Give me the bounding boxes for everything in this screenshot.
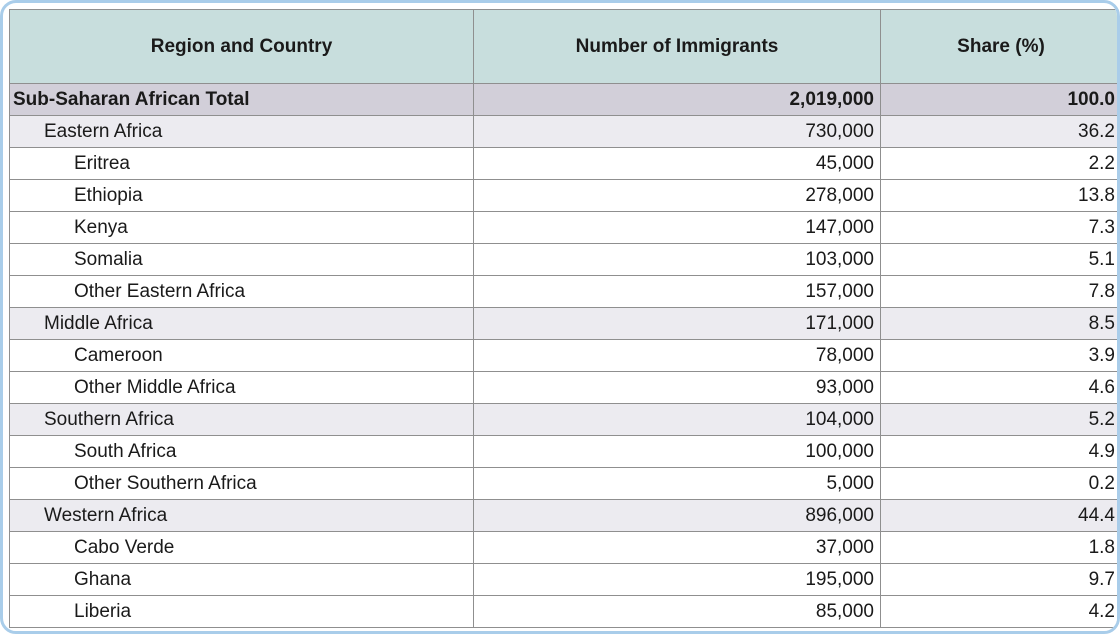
region-country-cell: Liberia [10,596,474,628]
share-cell: 36.2 [881,116,1120,148]
region-row [10,116,1120,148]
region-country-cell: Cameroon [10,340,474,372]
region-row [10,404,1120,436]
region-country-cell: Kenya [10,212,474,244]
share-cell: 0.2 [881,468,1120,500]
region-country-cell: Middle Africa [10,308,474,340]
region-country-cell: Sub-Saharan African Total [10,84,474,116]
share-cell: 4.6 [881,372,1120,404]
immigrants-cell: 157,000 [474,276,881,308]
immigrants-cell: 278,000 [474,180,881,212]
country-row [10,276,1120,308]
country-row [10,148,1120,180]
region-row [10,308,1120,340]
immigrants-cell: 171,000 [474,308,881,340]
share-cell: 13.8 [881,180,1120,212]
region-country-cell: Southern Africa [10,404,474,436]
share-cell: 7.8 [881,276,1120,308]
region-country-cell: Eritrea [10,148,474,180]
share-cell: 2.2 [881,148,1120,180]
region-country-cell: Other Eastern Africa [10,276,474,308]
share-cell: 5.1 [881,244,1120,276]
country-row [10,340,1120,372]
immigrants-table [9,9,1120,628]
share-cell: 9.7 [881,564,1120,596]
immigrants-cell: 85,000 [474,596,881,628]
header-row [10,10,1120,84]
immigrants-cell: 147,000 [474,212,881,244]
country-row [10,468,1120,500]
immigrants-cell: 100,000 [474,436,881,468]
country-row [10,596,1120,628]
country-row [10,180,1120,212]
header-region-country: Region and Country [10,10,474,84]
region-row [10,500,1120,532]
region-country-cell: Somalia [10,244,474,276]
region-country-cell: Ghana [10,564,474,596]
immigrants-cell: 730,000 [474,116,881,148]
country-row [10,532,1120,564]
country-row [10,564,1120,596]
immigrants-cell: 896,000 [474,500,881,532]
region-country-cell: South Africa [10,436,474,468]
header-share: Share (%) [881,10,1120,84]
region-country-cell: Other Southern Africa [10,468,474,500]
immigrants-cell: 195,000 [474,564,881,596]
share-cell: 100.0 [881,84,1120,116]
share-cell: 3.9 [881,340,1120,372]
country-row [10,244,1120,276]
region-country-cell: Other Middle Africa [10,372,474,404]
immigrants-cell: 2,019,000 [474,84,881,116]
country-row [10,372,1120,404]
header-number-of-immigrants: Number of Immigrants [474,10,881,84]
region-country-cell: Ethiopia [10,180,474,212]
share-cell: 8.5 [881,308,1120,340]
immigrants-cell: 45,000 [474,148,881,180]
immigrants-cell: 78,000 [474,340,881,372]
immigrants-cell: 103,000 [474,244,881,276]
share-cell: 7.3 [881,212,1120,244]
table-header [10,10,1120,84]
share-cell: 4.2 [881,596,1120,628]
country-row [10,212,1120,244]
share-cell: 4.9 [881,436,1120,468]
immigrants-cell: 37,000 [474,532,881,564]
total-row [10,84,1120,116]
immigrants-cell: 93,000 [474,372,881,404]
share-cell: 44.4 [881,500,1120,532]
region-country-cell: Cabo Verde [10,532,474,564]
country-row [10,436,1120,468]
region-country-cell: Eastern Africa [10,116,474,148]
share-cell: 1.8 [881,532,1120,564]
immigrants-cell: 5,000 [474,468,881,500]
immigrants-cell: 104,000 [474,404,881,436]
share-cell: 5.2 [881,404,1120,436]
region-country-cell: Western Africa [10,500,474,532]
table-body [10,84,1120,628]
